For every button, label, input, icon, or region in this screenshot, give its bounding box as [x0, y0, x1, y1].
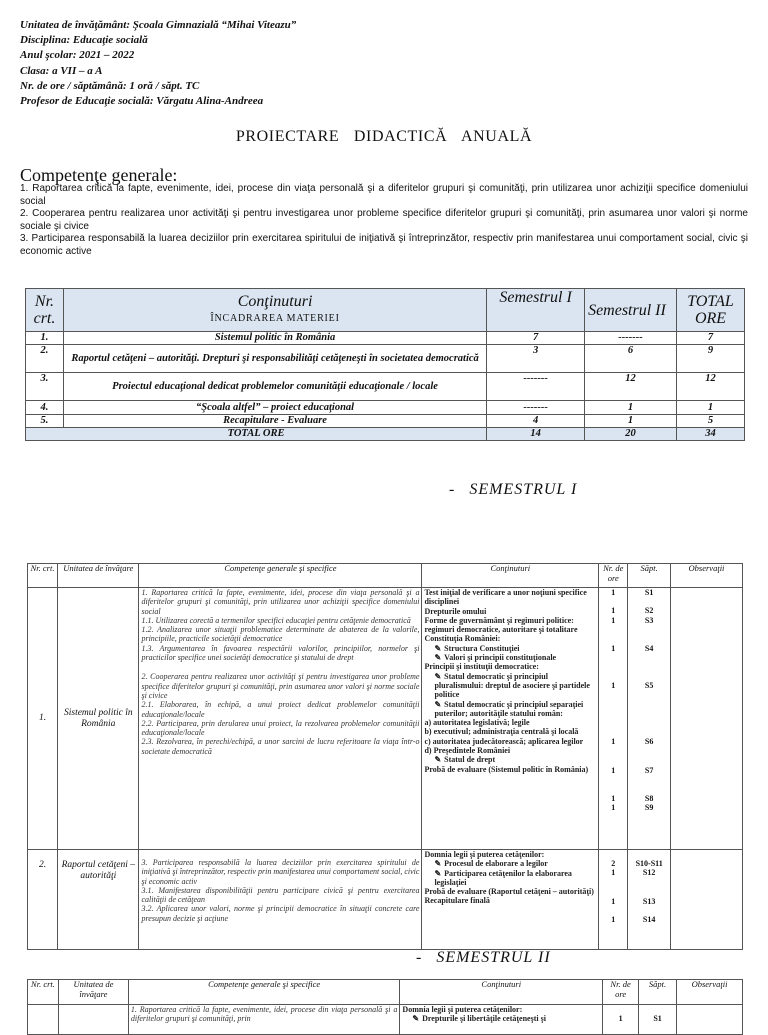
week-value: S14 — [642, 914, 656, 924]
plan-row — [28, 1005, 743, 1035]
competence-item: 1. Raportarea critică la fapte, evenimente, idei, procese din viaţa personală şi a diferitelor grupuri şi comunităţi, prin utilizarea unor achiziţii specifice domeniului social — [20, 183, 748, 207]
plan-col-hours: Nr. de ore — [603, 980, 639, 1005]
plan-row-unit-2 — [28, 850, 743, 950]
row-total: 9 — [677, 345, 745, 373]
row-sem2: 1 — [585, 415, 677, 428]
plan-col-competences: Competenţe generale şi specifice — [128, 980, 400, 1005]
week-value: S6 — [644, 737, 654, 747]
row-total: 5 — [677, 415, 745, 428]
unit-content — [422, 588, 599, 850]
plan-col-unit: Unitatea de învăţare — [58, 564, 139, 588]
unit-competences: 1. Raportarea critică la fapte, evenimente, idei, procese din viaţa personală şi a diferitelor grupuri şi comunităţi, prin — [128, 1005, 400, 1035]
unit-hours — [599, 850, 628, 950]
row-nr: 1. — [26, 332, 64, 345]
plan-col-competences: Competenţe generale şi specifice — [139, 564, 422, 588]
plan-col-week: Săpt. — [639, 980, 677, 1005]
row-nr: 3. — [26, 373, 64, 401]
unit-notes — [670, 850, 742, 950]
summary-row — [26, 415, 745, 428]
row-name: Proiectul educaţional dedicat problemelor comunităţii educaţionale / locale — [63, 373, 486, 401]
summary-row — [26, 373, 745, 401]
header-line-hours: Nr. de ore / săptămână: 1 oră / săpt. TC — [20, 79, 200, 92]
row-sem2: 1 — [585, 401, 677, 415]
competence-text: 2.3. Rezolvarea, în perechi/echipă, a unor sarcini de lucru referitoare la viaţa într-o societate democratică — [141, 737, 420, 756]
unit-hours — [603, 1005, 639, 1035]
content-subitem — [424, 869, 596, 888]
competence-item: 2. Cooperarea pentru realizarea unor activităţi şi pentru investigarea unor probleme specifice diferitelor grupuri şi comunităţi, prin asumarea unor valori şi norme sociale şi civice — [20, 208, 748, 232]
col-sem2-header: Semestrul II — [585, 289, 677, 332]
row-total: 12 — [677, 373, 745, 401]
week-value: S7 — [644, 765, 654, 775]
row-name: “Şcoala altfel” – proiect educaţional — [63, 401, 486, 415]
pencil-icon: ✎ — [434, 699, 442, 709]
unit-weeks — [628, 850, 671, 950]
total-all: 34 — [677, 428, 745, 441]
content-subitem — [424, 653, 596, 662]
plan-col-content: Conţinuturi — [422, 564, 599, 588]
week-value: S4 — [644, 643, 654, 653]
plan-col-nr: Nr. crt. — [28, 980, 59, 1005]
pencil-icon: ✎ — [434, 653, 442, 663]
competence-text: 2.2. Participarea, prin derularea unui proiect, la rezolvarea problemelor comunităţii educaţionale/locale — [141, 718, 420, 738]
col-content-title: Conţinuturi — [237, 293, 313, 310]
week-value: S9 — [644, 803, 654, 813]
week-value: S2 — [644, 606, 654, 616]
row-nr: 4. — [26, 401, 64, 415]
content-subitem — [424, 644, 596, 653]
col-content-subtitle: ÎNCADRAREA MATERIEI — [210, 313, 340, 324]
content-subitem-text: Statul de drept — [444, 755, 496, 765]
competence-text: 3.2. Aplicarea unor valori, norme şi principii democratice în situaţii concrete care presupun decizie şi acţiune — [141, 904, 420, 923]
plan-col-notes: Observaţii — [670, 564, 742, 588]
competence-text: 3. Participarea responsabilă la luarea deciziilor prin exercitarea spiritului de iniţiativă şi întreprinzător, respectiv prin manifestarea unui comportament social, civic şi economic activ — [141, 858, 420, 886]
content-subitem — [424, 672, 596, 700]
content-item: Recapitulare finală — [424, 896, 490, 906]
hours-value: 1 — [611, 914, 616, 924]
semester-label: SEMESTRUL II — [436, 949, 551, 966]
content-subitem-text: Participarea cetăţenilor la elaborarea legislaţiei — [434, 868, 572, 887]
row-nr: 2. — [26, 345, 64, 373]
col-sem1-header: Semestrul I — [487, 289, 585, 332]
pencil-icon: ✎ — [434, 868, 442, 878]
total-sem2: 20 — [585, 428, 677, 441]
competence-text: 2. Cooperarea pentru realizarea unor activităţi şi pentru investigarea unor probleme specifice diferitelor grupuri şi comunităţi, prin asumarea unor valori şi norme sociale şi civice — [141, 672, 420, 700]
row-sem2: 6 — [585, 345, 677, 373]
row-total: 7 — [677, 332, 745, 345]
semester-2-plan-table — [27, 979, 743, 1035]
pencil-icon: ✎ — [412, 1014, 420, 1024]
summary-row — [26, 345, 745, 373]
header-line-school-year: Anul şcolar: 2021 – 2022 — [20, 49, 135, 62]
content-subitem-text: Statul democratic şi principiul separaţiei puterilor; autorităţile statului român: — [434, 699, 584, 718]
unit-nr: 2. — [28, 850, 58, 950]
unit-hours — [599, 588, 628, 850]
pencil-icon: ✎ — [434, 643, 442, 653]
content-item: d) Preşedintele României — [424, 746, 511, 756]
week-value: S10-S11 — [635, 859, 663, 868]
content-subitem-text: Drepturile şi libertăţile cetăţeneşti şi — [422, 1014, 546, 1024]
summary-header-row — [26, 289, 745, 332]
competence-text: 3.1. Manifestarea disponibilităţii pentru participare civică şi pentru exercitarea calităţii de cetăţean — [141, 885, 420, 905]
content-item: Principii şi instituţii democratice: — [424, 662, 539, 672]
content-subitem — [402, 1014, 600, 1023]
row-sem1: 7 — [487, 332, 585, 345]
header-line-discipline: Disciplina: Educaţie socială — [20, 34, 148, 47]
hours-value: 1 — [611, 794, 616, 804]
competence-text: 2.1. Elaborarea, în echipă, a unui proiect dedicat problemelor comunităţii educaţionale/locale — [141, 700, 420, 719]
hours-value: 1 — [611, 868, 616, 878]
semester-dash: - — [449, 481, 456, 498]
hours-value: 1 — [618, 1014, 623, 1023]
week-value: S12 — [642, 868, 656, 878]
plan-col-nr: Nr. crt. — [28, 564, 58, 588]
row-sem1: ------- — [487, 401, 585, 415]
content-subitem-text: Statul democratic şi principiul pluralismului: dreptul de asociere şi partidele politice — [434, 671, 590, 700]
total-sem1: 14 — [487, 428, 585, 441]
header-line-class: Clasa: a VII – a A — [20, 64, 103, 77]
content-subitem-text: Valori şi principii constituţionale — [444, 653, 557, 663]
semester-dash: - — [416, 949, 423, 966]
col-content-header — [63, 289, 486, 332]
plan-header-row — [28, 980, 743, 1005]
week-value: S13 — [642, 896, 656, 906]
col-nr-header: Nr. crt. — [26, 289, 64, 332]
hours-value: 1 — [611, 588, 616, 597]
unit-name — [58, 1005, 128, 1035]
summary-total-row — [26, 428, 745, 441]
row-total: 1 — [677, 401, 745, 415]
plan-header-row — [28, 564, 743, 588]
competence-item: 3. Participarea responsabilă la luarea deciziilor prin exercitarea spiritului de iniţiativă şi întreprinzător, respectiv prin manifestarea unui comportament social, civic şi economic active — [20, 233, 748, 257]
hours-value: 1 — [611, 765, 616, 775]
content-item: Test iniţial de verificare a unor noţiuni specifice disciplinei — [424, 588, 587, 607]
document-header — [20, 18, 296, 109]
competences-heading: Competenţe generale: — [20, 165, 178, 185]
content-item: b) executivul; administraţia centrală şi locală — [424, 727, 579, 737]
pencil-icon: ✎ — [434, 671, 442, 681]
week-value: S1 — [653, 1014, 662, 1023]
hours-value: 1 — [611, 896, 616, 906]
content-item: Domnia legii şi puterea cetăţenilor: — [424, 850, 545, 859]
col-total-header: TOTAL ORE — [677, 289, 745, 332]
total-label: TOTAL ORE — [26, 428, 487, 441]
week-value: S1 — [644, 588, 654, 597]
row-sem1: ------- — [487, 373, 585, 401]
unit-notes — [677, 1005, 743, 1035]
unit-notes — [670, 588, 742, 850]
week-value: S3 — [644, 615, 654, 625]
row-name: Recapitulare - Evaluare — [63, 415, 486, 428]
plan-row-unit-1 — [28, 588, 743, 850]
row-sem2: ------- — [585, 332, 677, 345]
unit-weeks — [639, 1005, 677, 1035]
competence-text: 1. Raportarea critică la fapte, evenimente, idei, procese din viaţa personală şi a diferitelor grupuri şi comunităţi, prin utilizarea unor achiziţii specifice domeniului social — [141, 588, 420, 616]
row-sem1: 3 — [487, 345, 585, 373]
unit-name: Raportul cetăţeni – autorităţi — [58, 850, 139, 950]
content-item: Drepturile omului — [424, 606, 487, 616]
summary-row — [26, 401, 745, 415]
competences-list — [20, 183, 748, 258]
content-subitem-text: Structura Constituţiei — [444, 643, 520, 653]
unit-competences — [139, 850, 422, 950]
content-item: a) autoritatea legislativă; legile — [424, 718, 530, 728]
hours-value: 1 — [611, 643, 616, 653]
content-item: Probă de evaluare (Raportul cetăţeni – autorităţi) — [424, 887, 594, 897]
row-name: Raportul cetăţeni – autorităţi. Drepturi şi responsabilităţi cetăţeneşti în societatea democratică — [63, 345, 486, 373]
document-title: PROIECTARE DIDACTICĂ ANUALĂ — [235, 128, 533, 145]
header-line-school: Unitatea de învăţământ: Şcoala Gimnazială “Mihai Viteazu” — [20, 19, 297, 31]
unit-competences — [139, 588, 422, 850]
summary-table — [25, 288, 745, 441]
content-item: c) autoritatea judecătorească; aplicarea legilor — [424, 736, 584, 746]
unit-nr — [28, 1005, 59, 1035]
summary-row — [26, 332, 745, 345]
hours-value: 1 — [611, 737, 616, 747]
competence-text: 1.1. Utilizarea corectă a termenilor specifici educaţiei pentru cetăţenie democratică — [141, 615, 411, 625]
row-sem1: 4 — [487, 415, 585, 428]
competence-text: 1.3. Argumentarea în favoarea respectării valorilor, principiilor, normelor şi practicilor specifice unei societăţi democratice şi statului de drept — [141, 643, 420, 663]
content-item: Probă de evaluare (Sistemul politic în România) — [424, 764, 589, 774]
content-subitem — [424, 700, 596, 719]
unit-nr: 1. — [28, 588, 58, 850]
unit-name: Sistemul politic în România — [58, 588, 139, 850]
unit-content — [400, 1005, 603, 1035]
hours-value: 1 — [611, 681, 616, 691]
semester-2-heading — [416, 949, 565, 967]
semester-1-heading — [449, 481, 591, 499]
plan-col-content: Conţinuturi — [400, 980, 603, 1005]
pencil-icon: ✎ — [434, 755, 442, 765]
row-nr: 5. — [26, 415, 64, 428]
plan-col-notes: Observaţii — [677, 980, 743, 1005]
content-subitem — [424, 755, 596, 764]
row-sem2: 12 — [585, 373, 677, 401]
week-value: S5 — [644, 681, 654, 691]
unit-weeks — [628, 588, 671, 850]
row-name: Sistemul politic în România — [63, 332, 486, 345]
hours-value: 1 — [611, 803, 616, 813]
hours-value: 2 — [611, 859, 616, 868]
content-item: Constituţia României: — [424, 634, 501, 644]
plan-col-hours: Nr. de ore — [599, 564, 628, 588]
content-item: Forme de guvernământ şi regimuri politice: regimuri democratice, autoritare şi totalitare — [424, 615, 578, 635]
plan-col-unit: Unitatea de învăţare — [58, 980, 128, 1005]
header-line-teacher: Profesor de Educaţie socială: Vărgatu Alina-Andreea — [20, 95, 264, 108]
content-subitem — [424, 859, 596, 868]
hours-value: 1 — [611, 606, 616, 616]
unit-content — [422, 850, 599, 950]
content-subitem-text: Procesul de elaborare a legilor — [444, 859, 548, 869]
week-value: S8 — [644, 794, 654, 804]
competence-text: 1.2. Analizarea unor situaţii problematice determinate de abaterea de la valorile, principiile, practicile societăţii democratice — [141, 625, 420, 644]
semester-label: SEMESTRUL I — [469, 481, 578, 498]
plan-col-week: Săpt. — [628, 564, 671, 588]
hours-value: 1 — [611, 615, 616, 625]
semester-1-plan-table — [27, 563, 743, 950]
pencil-icon: ✎ — [434, 859, 442, 869]
content-item: Domnia legii şi puterea cetăţenilor: — [402, 1005, 523, 1014]
